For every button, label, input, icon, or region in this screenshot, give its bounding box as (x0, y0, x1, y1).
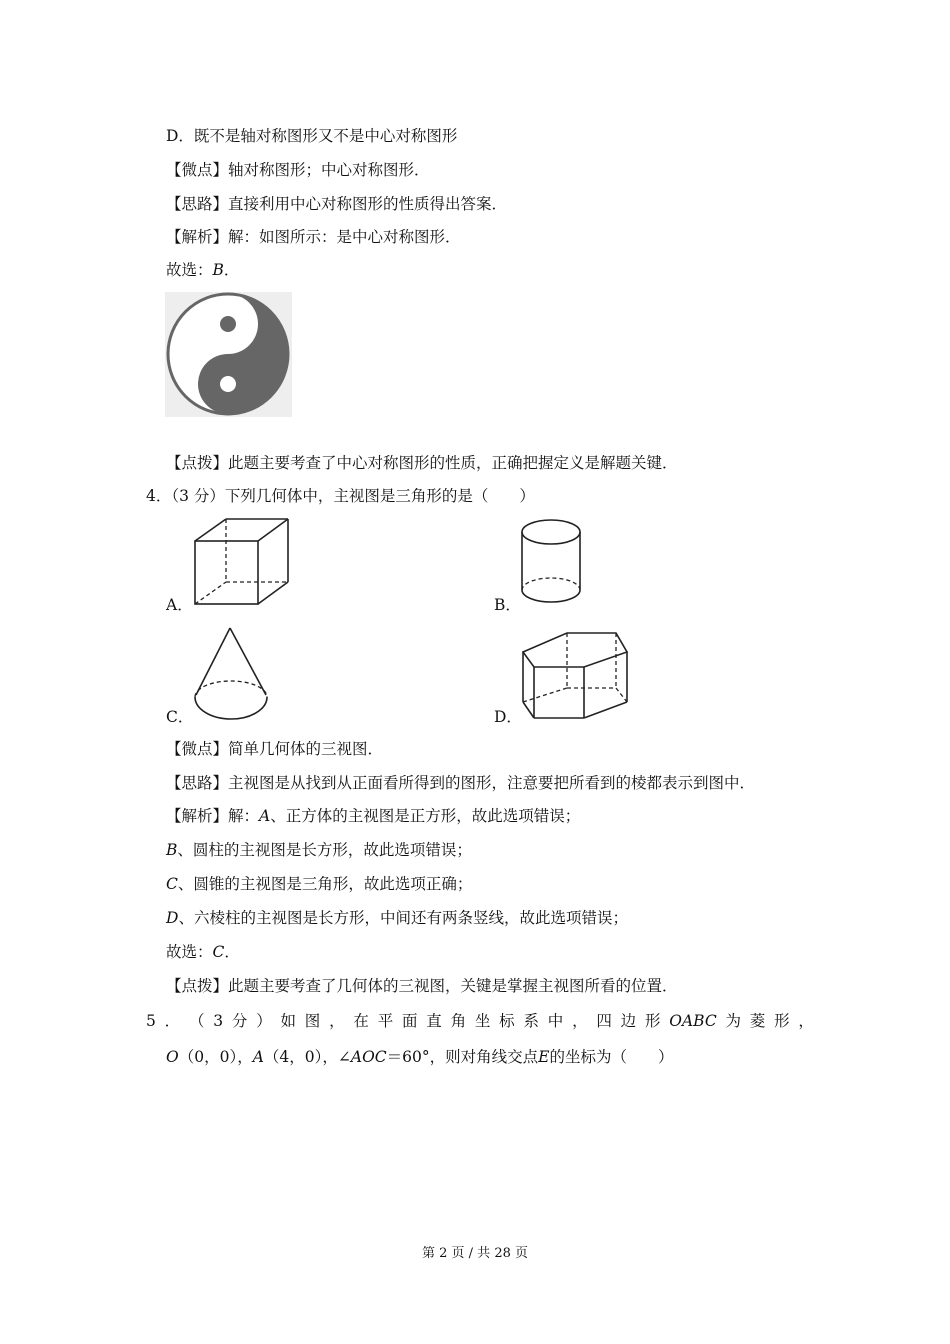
q4-weidian: 【微点】简单几何体的三视图． (166, 740, 384, 758)
q5-token: （ (188, 1012, 205, 1030)
page-footer: 第 2 页 / 共 28 页 (422, 1246, 528, 1261)
q4-option-c-label: C． (166, 708, 194, 726)
yin-yang-icon (165, 292, 292, 417)
cylinder-icon (518, 515, 586, 610)
q5-token: ， (572, 1012, 588, 1030)
q3-weidian: 【微点】轴对称图形；中心对称图形． (166, 161, 430, 179)
q5-token: 如 (280, 1012, 297, 1030)
q5-token: 直 (426, 1012, 442, 1030)
q5-token: 在 (353, 1012, 369, 1030)
q5-token: 中 (547, 1012, 564, 1030)
q5-token: 形 (774, 1012, 790, 1030)
q5-token: ） (256, 1012, 272, 1030)
q5-token: 四 (596, 1012, 612, 1030)
q5-token: 形 (644, 1012, 661, 1030)
q5-token: 菱 (749, 1012, 766, 1030)
q4-option-b-label: B． (494, 596, 521, 614)
q3-answer: 故选：B． (166, 261, 240, 279)
q4-silu: 【思路】主视图是从找到从正面看所得到的图形，注意要把所看到的棱都表示到图中． (166, 774, 756, 792)
q5-token: 面 (401, 1012, 418, 1030)
q3-silu: 【思路】直接利用中心对称图形的性质得出答案． (166, 195, 508, 213)
q4-jiexi-b: B、圆柱的主视图是长方形，故此选项错误； (166, 841, 472, 859)
q4-option-d-label: D． (494, 708, 522, 726)
q5-token: ， (798, 1012, 814, 1030)
q4-dianbo: 【点拨】此题主要考查了几何体的三视图，关键是掌握主视图所看的位置． (166, 977, 678, 995)
cone-icon (190, 625, 272, 723)
q5-token: ， (329, 1012, 345, 1030)
q5-token: 系 (523, 1012, 539, 1030)
q5-token: ． (164, 1012, 181, 1030)
q5-stem-line2: O（0，0），A（4，0），∠AOC＝60°，则对角线交点E的坐标为（ ） (166, 1048, 674, 1066)
q3-dianbo: 【点拨】此题主要考查了中心对称图形的性质，正确把握定义是解题关键． (166, 454, 678, 472)
q5-token: 平 (377, 1012, 394, 1030)
q5-token: 角 (450, 1012, 467, 1030)
q4-jiexi-c: C、圆锥的主视图是三角形，故此选项正确； (166, 875, 473, 893)
q4-stem: 4．（3 分）下列几何体中，主视图是三角形的是（ ） (146, 487, 535, 505)
q5-token: 为 (725, 1012, 741, 1030)
q4-option-a-label: A． (166, 596, 193, 614)
q5-token: 边 (620, 1012, 637, 1030)
q5-token: 图 (304, 1012, 321, 1030)
q5-token: 5 (146, 1012, 156, 1030)
q5-token: 3 (213, 1012, 224, 1030)
q5-stem-line1 (146, 1010, 814, 1032)
q5-token: 标 (499, 1012, 515, 1030)
hexagonal-prism-icon (520, 630, 632, 722)
q5-token: 分 (231, 1012, 248, 1030)
q4-jiexi-d: D、六棱柱的主视图是长方形，中间还有两条竖线，故此选项错误； (166, 909, 628, 927)
q5-token: 坐 (474, 1012, 491, 1030)
q3-option-d: D．既不是轴对称图形又不是中心对称图形 (166, 127, 458, 145)
q3-jiexi: 【解析】解：如图所示：是中心对称图形． (166, 228, 461, 246)
q4-answer: 故选：C． (166, 943, 240, 961)
yin-yang-figure (165, 292, 292, 417)
cube-icon (190, 515, 294, 610)
q5-token: OABC (669, 1012, 717, 1030)
q4-jiexi-a: 【解析】解：A、正方体的主视图是正方形，故此选项错误； (166, 807, 581, 825)
